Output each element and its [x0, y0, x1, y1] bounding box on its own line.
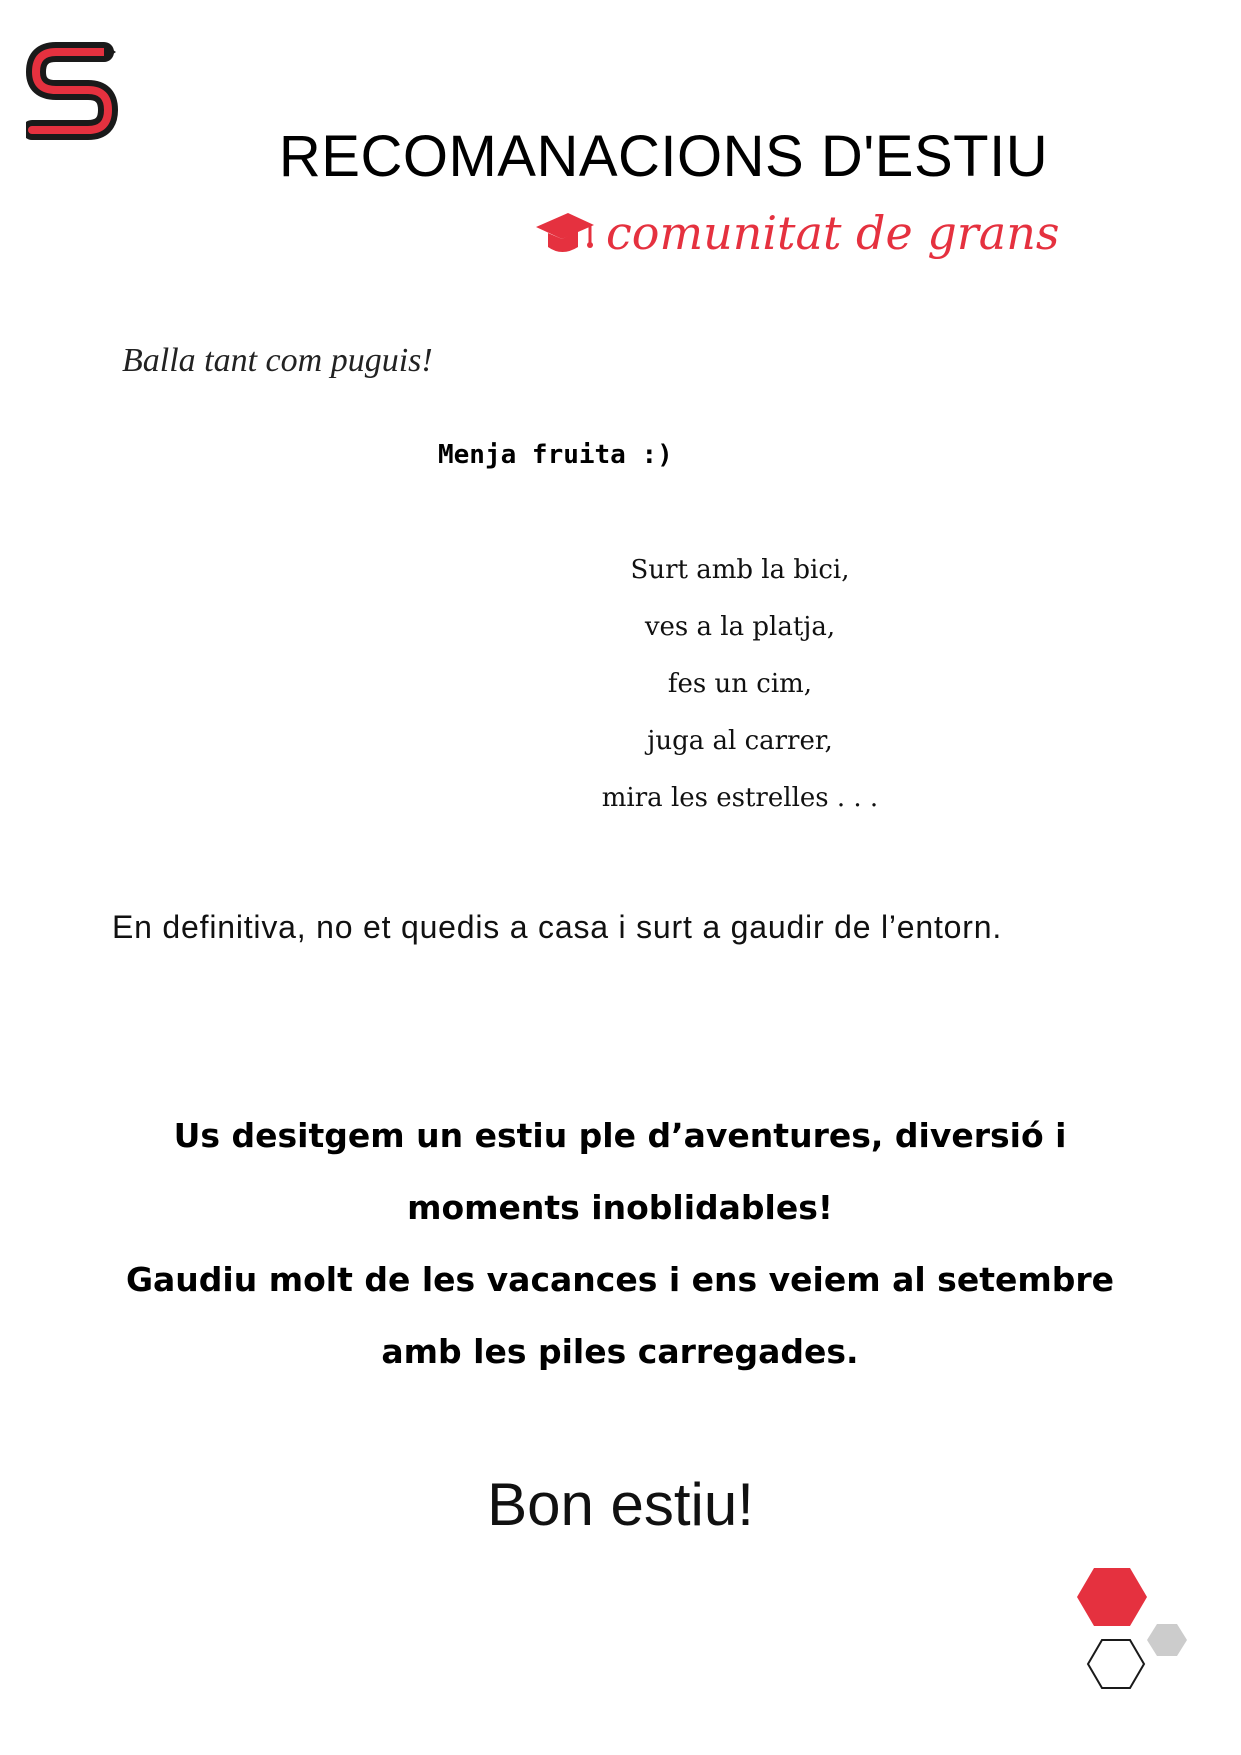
page-title: RECOMANACIONS D'ESTIU: [278, 124, 1049, 189]
subtitle-block: [532, 198, 1059, 268]
hexagons-icon: [1074, 1566, 1194, 1696]
wish-line: amb les piles carregades.: [381, 1332, 859, 1371]
activity-item: mira les estrelles . . .: [601, 783, 879, 813]
wish-line: Gaudiu molt de les vacances i ens veiem al setembre: [125, 1260, 1115, 1299]
activity-item: ves a la platja,: [644, 612, 836, 642]
wishes-block: [120, 1100, 1120, 1388]
recommendation-dance: Balla tant com puguis!: [122, 342, 433, 379]
activity-item: Surt amb la bici,: [630, 555, 850, 585]
activities-list: [540, 542, 940, 827]
wish-line: Us desitgem un estiu ple d’aventures, diversió i: [173, 1116, 1067, 1155]
page-subtitle: comunitat de grans: [606, 206, 1060, 260]
activity-item: fes un cim,: [667, 669, 813, 699]
wish-line: moments inoblidables!: [407, 1188, 833, 1227]
graduation-cap-icon: [532, 207, 598, 259]
recommendation-fruit: Menja fruita :): [438, 440, 673, 470]
closing-text: Bon estiu!: [487, 1471, 754, 1538]
summary-paragraph: En definitiva, no et quedis a casa i surt a gaudir de l’entorn.: [112, 909, 1003, 945]
activity-item: juga al carrer,: [647, 726, 833, 756]
